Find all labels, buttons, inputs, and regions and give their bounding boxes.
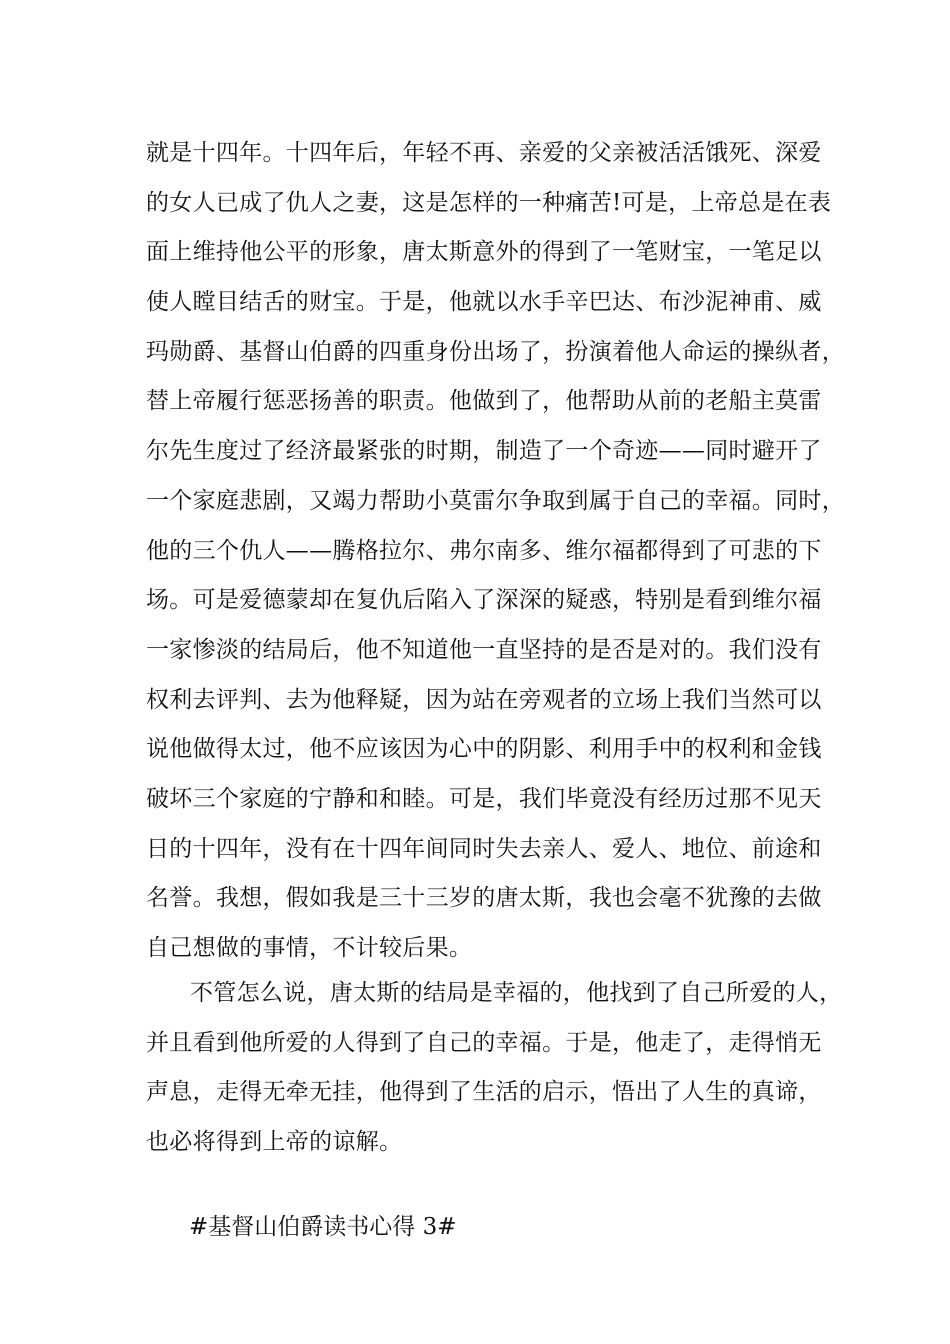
text-line: 并且看到他所爱的人得到了自己的幸福。于是，他走了，走得悄无 [146,1029,822,1056]
text-line: 面上维持他公平的形象，唐太斯意外的得到了一笔财宝，一笔足以 [146,239,822,266]
text-line: 名誉。我想，假如我是三十三岁的唐太斯，我也会毫不犹豫的去做 [146,885,822,912]
text-line: 他的三个仇人——腾格拉尔、弗尔南多、维尔福都得到了可悲的下 [146,537,822,564]
text-line: 破坏三个家庭的宁静和和睦。可是，我们毕竟没有经历过那不见天 [146,785,822,812]
body-paragraph-1 [146,129,845,974]
text-line: 就是十四年。十四年后，年轻不再、亲爱的父亲被活活饿死、深爱 [146,140,822,166]
text-line: 场。可是爱德蒙却在复仇后陷入了深深的疑惑，特别是看到维尔福 [146,587,822,614]
text-line: 不管怎么说，唐太斯的结局是幸福的，他找到了自己所爱的人， [190,980,843,1006]
text-line: 玛勋爵、基督山伯爵的四重身份出场了，扮演着他人命运的操纵者， [146,338,845,365]
body-paragraph-2 [146,969,843,1168]
text-line: 一家惨淡的结局后，他不知道他一直坚持的是否是对的。我们没有 [146,636,822,663]
section-heading: #基督山伯爵读书心得 3# [189,1214,457,1240]
text-line: 也必将得到上帝的谅解。 [146,1129,403,1156]
text-line: 自己想做的事情，不计较后果。 [146,935,473,961]
text-line: 的女人已成了仇人之妻，这是怎样的一种痛苦!可是，上帝总是在表 [146,189,832,216]
text-line: 使人瞠目结舌的财宝。于是，他就以水手辛巴达、布沙泥神甫、威 [146,289,822,316]
text-line: 权利去评判、去为他释疑，因为站在旁观者的立场上我们当然可以 [146,686,822,713]
text-line: 日的十四年，没有在十四年间同时失去亲人、爱人、地位、前途和 [146,835,822,862]
text-line: 一个家庭悲剧，又竭力帮助小莫雷尔争取到属于自己的幸福。同时， [146,487,845,514]
text-line: 替上帝履行惩恶扬善的职责。他做到了，他帮助从前的老船主莫雷 [146,388,822,415]
text-line: 尔先生度过了经济最紧张的时期，制造了一个奇迹——同时避开了 [146,438,822,465]
text-line: 说他做得太过，他不应该因为心中的阴影、利用手中的权利和金钱 [146,736,822,763]
text-line: 声息，走得无牵无挂，他得到了生活的启示，悟出了人生的真谛， [146,1079,822,1106]
